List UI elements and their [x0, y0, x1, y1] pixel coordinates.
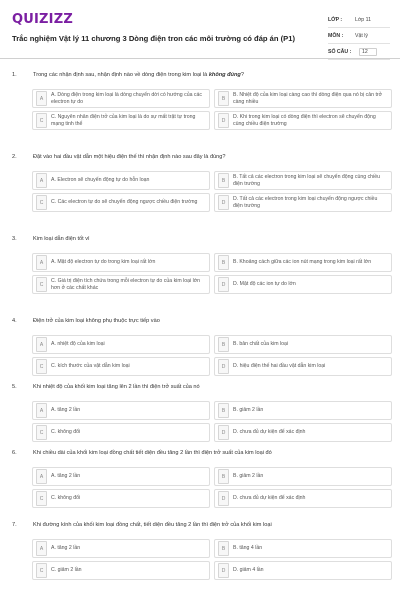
answer-option-c[interactable] [32, 561, 210, 580]
option-text: D. Mật độ các ion tự do lớn [233, 281, 296, 288]
option-letter-badge: B [218, 469, 229, 484]
option-text: A. nhiệt độ của kim loại [51, 341, 105, 348]
answer-option-a[interactable] [32, 401, 210, 420]
option-letter-badge: C [36, 491, 47, 506]
answer-option-b[interactable] [214, 335, 392, 354]
option-letter-badge: D [218, 113, 229, 128]
question-heading [12, 522, 390, 528]
option-letter-badge: C [36, 359, 47, 374]
option-letter-badge: D [218, 359, 229, 374]
question-heading [12, 154, 390, 160]
option-text: B. giảm 2 lần [233, 407, 264, 414]
question-text [33, 236, 90, 242]
option-text: B. Nhiệt độ của kim loại càng cao thì dòng điện qua nó bị cản trở càng nhiều [233, 92, 383, 105]
option-text: C. kích thước của vật dẫn kim loại [51, 363, 130, 370]
option-text: A. tăng 2 lần [51, 545, 81, 552]
question-number: 7. [12, 522, 17, 528]
meta-label: LỚP : [328, 16, 343, 23]
answer-option-b[interactable] [214, 171, 392, 190]
meta-value: Lớp 11 [355, 16, 371, 23]
option-text: C. Giá trị điện tích chứa trong mỗi electron tự do của kim loại lớn hơn ở các chất khác [51, 278, 201, 291]
option-letter-badge: A [36, 337, 47, 352]
option-text: D. chưa đủ dự kiện để xác định [233, 429, 306, 436]
worksheet-title: Trắc nghiệm Vật lý 11 chương 3 Dòng điện tron các môi trường có đáp án (P1) [12, 34, 295, 43]
answer-option-b[interactable] [214, 253, 392, 272]
option-text: A. Electron sẽ chuyển động tự do hỗn loạn [51, 177, 150, 184]
option-letter-badge: C [36, 277, 47, 292]
option-text: D. giảm 4 lần [233, 567, 264, 574]
option-text: C. Nguyên nhân điện trở của kim loại là do sự mất trật tự trong mạng tinh thể [51, 114, 196, 127]
option-text: B. giảm 2 lần [233, 473, 264, 480]
answer-option-c[interactable] [32, 357, 210, 376]
option-letter-badge: B [218, 541, 229, 556]
answer-option-a[interactable] [32, 467, 210, 486]
question-heading [12, 72, 390, 78]
meta-info [328, 12, 390, 60]
option-letter-badge: D [218, 425, 229, 440]
question-number: 6. [12, 450, 17, 456]
question-heading [12, 450, 390, 456]
question-text-part: ? [240, 72, 244, 78]
answer-option-d[interactable] [214, 561, 392, 580]
question-item [12, 522, 390, 574]
question-text-part: Khi đường kính của khối kim loại đồng chất, tiết diện đều tăng 2 lần thì điện trở của khối kim loại [33, 522, 272, 528]
question-text-part: Trong các nhận định sau, nhận định nào về dòng điện trong kim loại là [33, 72, 209, 78]
answer-option-a[interactable] [32, 171, 210, 190]
answer-option-a[interactable] [32, 539, 210, 558]
question-text-part: Khi chiều dài của khối kim loại đồng chất tiết diện đều tăng 2 lần thì điện trở suất của kim loại đó [33, 450, 272, 456]
question-text [33, 72, 244, 78]
answer-option-d[interactable] [214, 423, 392, 442]
question-text [33, 318, 160, 324]
meta-class-row [328, 12, 390, 28]
answer-option-d[interactable] [214, 275, 392, 294]
option-text: A. tăng 2 lần [51, 407, 81, 414]
option-letter-badge: D [218, 563, 229, 578]
meta-value: Vật lý [355, 32, 368, 39]
answer-option-b[interactable] [214, 467, 392, 486]
question-text-part: Khi nhiệt độ của khối kim loại tăng lên 2 lần thì điện trở suất của nó [33, 384, 200, 390]
option-text: C. không đổi [51, 495, 81, 502]
option-letter-badge: B [218, 337, 229, 352]
option-text: B. Tất cả các electron trong kim loại sẽ chuyển động cùng chiều điện trường [233, 174, 380, 187]
option-text: B. Khoảng cách giữa các ion nút mạng trong kim loại rất lớn [233, 259, 372, 266]
question-text-emphasis: không đúng [208, 72, 241, 78]
question-text-part: Kim loại dẫn điện tốt vì [33, 236, 90, 242]
question-text [33, 450, 272, 456]
question-item [12, 384, 390, 436]
question-number: 1. [12, 72, 17, 78]
answer-option-d[interactable] [214, 357, 392, 376]
option-text: D. chưa đủ dự kiện để xác định [233, 495, 306, 502]
option-letter-badge: A [36, 255, 47, 270]
option-text: A. tăng 2 lần [51, 473, 81, 480]
meta-subject-row [328, 28, 390, 44]
option-letter-badge: D [218, 195, 229, 210]
question-number: 5. [12, 384, 17, 390]
option-text: B. bản chất của kim loại [233, 341, 289, 348]
option-text: D. hiệu điện thế hai đầu vật dẫn kim loại [233, 363, 326, 370]
question-item [12, 72, 390, 127]
option-text: C. giảm 2 lần [51, 567, 82, 574]
question-heading [12, 318, 390, 324]
answer-option-c[interactable] [32, 489, 210, 508]
quizizz-logo: QUIZIZZ [12, 12, 73, 27]
option-text: D. Tất cả các electron trong kim loại chuyển động ngược chiều điện trường [233, 196, 378, 209]
question-text-part: Điện trở của kim loại không phụ thuộc trực tiếp vào [33, 318, 160, 324]
header-divider [0, 58, 400, 59]
option-letter-badge: A [36, 173, 47, 188]
answer-option-c[interactable] [32, 423, 210, 442]
meta-label: MÔN : [328, 32, 344, 39]
question-heading [12, 236, 390, 242]
answer-option-a[interactable] [32, 335, 210, 354]
option-text: A. Mật độ electron tự do trong kim loại rất lớn [51, 259, 156, 266]
question-text [33, 522, 272, 528]
question-text-part: Đặt vào hai đầu vật dẫn một hiệu điện thế thì nhận định nào sau đây là đúng? [33, 154, 226, 160]
answer-option-a[interactable] [32, 89, 210, 108]
question-number: 3. [12, 236, 17, 242]
option-text: D. Khi trong kim loại có dòng điện thì electron sẽ chuyển động cùng chiều điện trường [233, 114, 376, 127]
option-letter-badge: A [36, 91, 47, 106]
option-letter-badge: C [36, 425, 47, 440]
worksheet-header [12, 12, 390, 62]
option-text: C. không đổi [51, 429, 81, 436]
option-letter-badge: C [36, 563, 47, 578]
question-item [12, 450, 390, 502]
answer-option-d[interactable] [214, 489, 392, 508]
answer-option-b[interactable] [214, 539, 392, 558]
answer-option-b[interactable] [214, 89, 392, 108]
answer-option-b[interactable] [214, 401, 392, 420]
question-text [33, 154, 226, 160]
option-letter-badge: B [218, 173, 229, 188]
option-text: C. Các electron tự do sẽ chuyển động ngược chiều điện trường [51, 199, 198, 206]
meta-value: 12 [359, 48, 377, 56]
option-letter-badge: B [218, 255, 229, 270]
option-letter-badge: A [36, 469, 47, 484]
option-text: A. Dòng điện trong kim loại là dòng chuyển dời có hướng của các electron tự do [51, 92, 203, 105]
answer-option-c[interactable] [32, 275, 210, 294]
option-letter-badge: C [36, 195, 47, 210]
question-item [12, 154, 390, 209]
option-letter-badge: D [218, 491, 229, 506]
question-number: 2. [12, 154, 17, 160]
answer-option-a[interactable] [32, 253, 210, 272]
question-item [12, 236, 390, 291]
question-number: 4. [12, 318, 17, 324]
option-letter-badge: A [36, 403, 47, 418]
option-letter-badge: D [218, 277, 229, 292]
option-letter-badge: A [36, 541, 47, 556]
answer-option-d[interactable] [214, 193, 392, 212]
meta-label: SỐ CÂU : [328, 48, 352, 55]
option-letter-badge: B [218, 91, 229, 106]
answer-option-c[interactable] [32, 111, 210, 130]
question-item [12, 318, 390, 370]
answer-option-d[interactable] [214, 111, 392, 130]
option-letter-badge: B [218, 403, 229, 418]
option-letter-badge: C [36, 113, 47, 128]
question-heading [12, 384, 390, 390]
answer-option-c[interactable] [32, 193, 210, 212]
question-text [33, 384, 200, 390]
option-text: B. tăng 4 lần [233, 545, 263, 552]
